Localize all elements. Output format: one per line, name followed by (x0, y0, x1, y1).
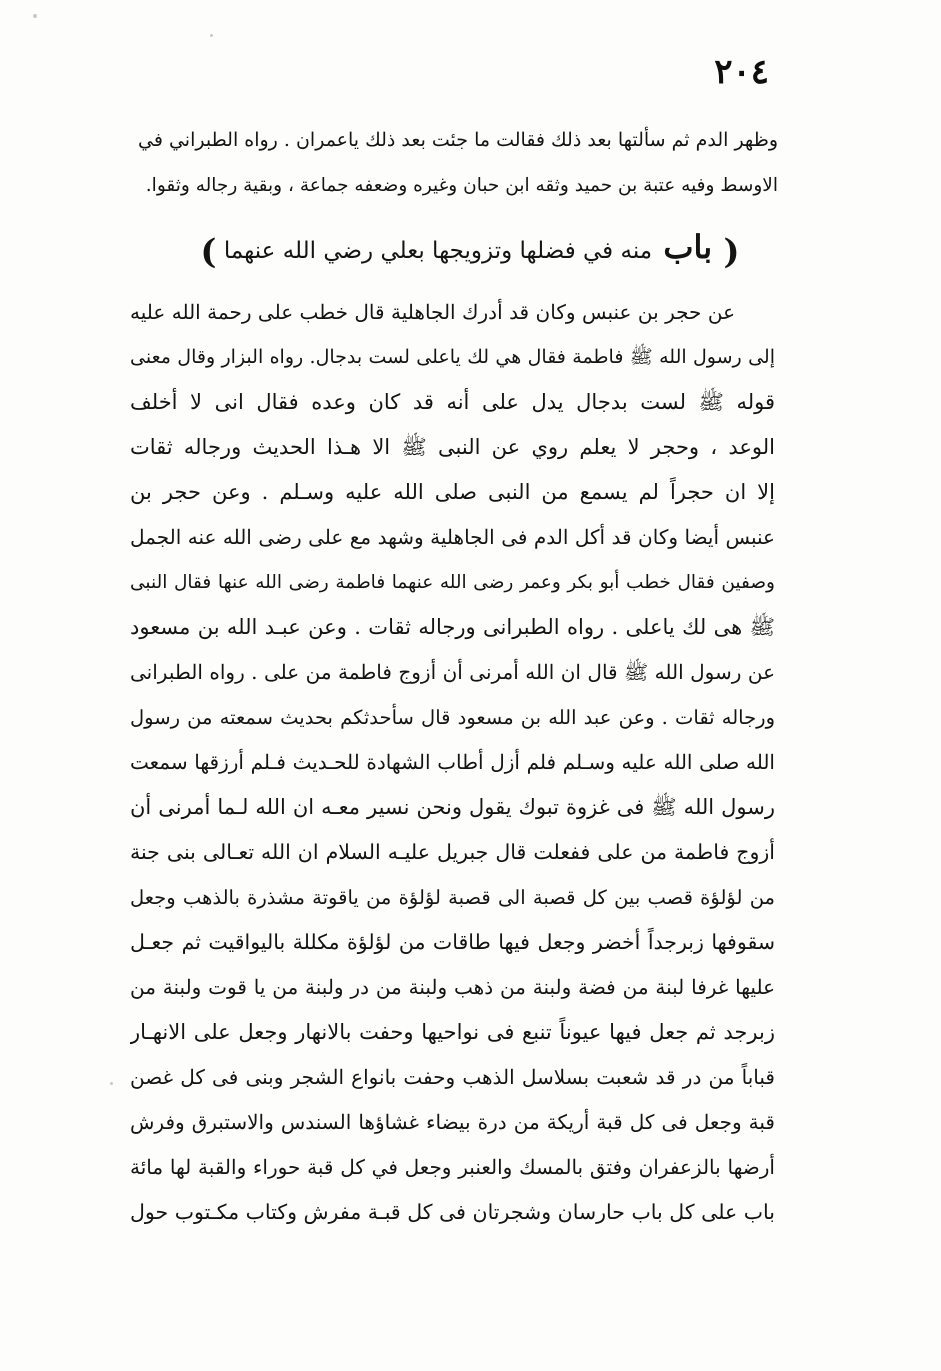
body-line: باب على كل باب حارسان وشجرتان فى كل قبـة مفرش وكتاب مكـتوب حول (130, 1200, 775, 1224)
body-line: أرضها بالزعفران وفتق بالمسك والعنبر وجعل في كل قبة حوراء والقبة لها مائة (130, 1155, 775, 1179)
body-line: ورجاله ثقات . وعن عبد الله بن مسعود قال سأحدثكم بحديث سمعته من رسول (130, 706, 775, 729)
chapter-heading (190, 222, 750, 272)
body-line: عن حجر بن عنبس وكان قد أدرك الجاهلية قال خطب على رحمة الله عليه (130, 300, 735, 324)
body-line: إلا ان حجراً لم يسمع من النبى صلى الله عليه وسـلم . وعن حجر بن (130, 480, 775, 504)
body-line: ﷺ هى لك ياعلى . رواه الطبرانى ورجاله ثقات . وعن عبـد الله بن مسعود (130, 615, 775, 639)
body-line: من لؤلؤة قصب بين كل قصبة الى قصبة لؤلؤة من ياقوتة مشذرة بالذهب وجعل (130, 886, 775, 909)
scan-speck (110, 1082, 113, 1085)
body-line: قبة وجعل فى كل قبة أريكة من درة بيضاء غشاؤها السندس والاستبرق وفرش (130, 1110, 775, 1134)
page-number: ٢٠٤ (714, 52, 769, 92)
body-line: عليها غرفا لبنة من فضة ولبنة من ذهب ولبنة من در ولبنة من يا قوت ولبنة من (130, 975, 775, 999)
body-paragraph (130, 290, 775, 1235)
heading-close-paren: ) (200, 232, 217, 272)
intro-paragraph (138, 118, 778, 208)
heading-bab-word: باب (663, 228, 713, 266)
body-line: زبرجد ثم جعل فيها عيوناً تنبع فى نواحيها وحفت بالانهار وجعل على الانهـار (130, 1020, 775, 1044)
body-line: سقوفها زبرجداً أخضر وجعل فيها طاقات من لؤلؤة مكللة باليواقيت ثم جعـل (130, 930, 775, 954)
scan-speck (210, 34, 213, 37)
body-line: عنبس أيضا وكان قد أكل الدم فى الجاهلية وشهد مع على رضى الله عنه الجمل (130, 525, 775, 549)
body-line: الله صلى الله عليه وسـلم فلم أزل أطاب الشهادة للحـديث فـلم أرزقها سمعت (130, 750, 775, 774)
body-line: رسول الله ﷺ فى غزوة تبوك يقول ونحن نسير معـه ان الله لـما أمرنى أن (130, 795, 775, 819)
body-line: وصفين فقال خطب أبو بكر وعمر رضى الله عنهما فاطمة رضى الله عنها فقال النبى (130, 572, 775, 593)
body-line: الوعد ، وحجر لا يعلم روي عن النبى ﷺ الا هـذا الحديث ورجاله ثقات (130, 435, 775, 459)
scan-speck (33, 14, 37, 18)
intro-line: الاوسط وفيه عتبة بن حميد وثقه ابن حبان وغيره وضعفه جماعة ، وبقية رجاله وثقوا. (145, 175, 778, 196)
body-line: أزوج فاطمة من على ففعلت قال جبريل عليـه السلام ان الله تعـالى بنى جنة (130, 840, 775, 864)
body-line: عن رسول الله ﷺ قال ان الله أمرنى أن أزوج فاطمة من على . رواه الطبرانى (130, 660, 775, 684)
body-line: قوله ﷺ لست بدجال يدل على أنه قد كان وعده فقال انى لا أخلف (130, 390, 775, 414)
body-line: إلى رسول الله ﷺ فاطمة فقال هي لك ياعلى لست بدجال. رواه البزار وقال معنى (130, 346, 775, 368)
body-line: قباباً من در قد شعبت بسلاسل الذهب وحفت بانواع الشجر وبنى فى كل غصن (130, 1065, 775, 1089)
heading-title: منه في فضلها وتزويجها بعلي رضي الله عنهما (223, 238, 653, 264)
heading-open-paren: ( (723, 232, 740, 272)
intro-line: وظهر الدم ثم سألتها بعد ذلك فقالت ما جئت بعد ذلك ياعمران . رواه الطبراني في (138, 129, 778, 151)
